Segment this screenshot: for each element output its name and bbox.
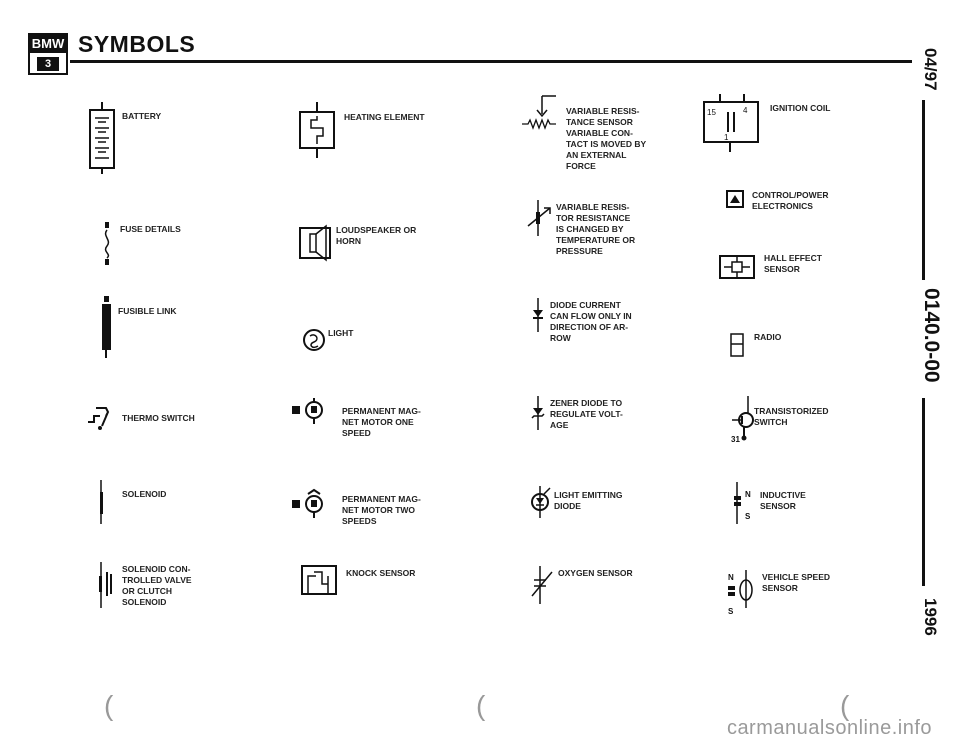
page-title: SYMBOLS	[78, 31, 196, 57]
thermo-switch-label: THERMO SWITCH	[122, 413, 195, 423]
hall-effect-sensor-icon	[718, 252, 758, 280]
vss-line-2: SENSOR	[762, 583, 798, 593]
transistor-line-2: SWITCH	[754, 417, 788, 427]
led-line-1: LIGHT EMITTING	[554, 490, 623, 500]
vss-pole-n: N	[728, 573, 734, 582]
motor-two-speeds-label	[342, 494, 452, 527]
var-res-ext-line-5: AN EXTERNAL	[566, 150, 627, 160]
loudspeaker-icon	[298, 222, 336, 262]
var-res-temp-line-1: VARIABLE RESIS-	[556, 202, 630, 212]
oxygen-sensor-label: OXYGEN SENSOR	[558, 568, 633, 578]
control-power-electronics-label	[752, 190, 862, 212]
loudspeaker-label	[336, 225, 446, 247]
var-res-temp-line-2: TOR RESISTANCE	[556, 213, 631, 223]
knock-sensor-label: KNOCK SENSOR	[346, 568, 416, 578]
led-label	[554, 490, 664, 512]
oxygen-sensor-icon	[530, 566, 556, 606]
side-year: 1996	[921, 598, 940, 636]
variable-resistor-temp-icon	[526, 200, 554, 238]
inductive-pole-n: N	[745, 490, 751, 499]
zener-line-2: REGULATE VOLT-	[550, 409, 623, 419]
motor-two-line-3: SPEEDS	[342, 516, 377, 526]
variable-resistance-sensor-label	[566, 106, 676, 172]
control-power-electronics-icon	[726, 190, 744, 208]
heating-element-label: HEATING ELEMENT	[344, 112, 425, 122]
led-icon	[530, 486, 554, 520]
solenoid-valve-icon	[98, 562, 116, 610]
bmw-3-logo	[28, 33, 68, 75]
diode-line-3: DIRECTION OF AR-	[550, 322, 629, 332]
radio-label: RADIO	[754, 332, 782, 342]
hall-line-2: SENSOR	[764, 264, 800, 274]
transistor-line-1: TRANSISTORIZED	[754, 406, 829, 416]
battery-label: BATTERY	[122, 111, 162, 121]
transistor-switch-label	[754, 406, 864, 428]
heating-element-icon	[298, 100, 338, 160]
vehicle-speed-sensor-label	[762, 572, 872, 594]
coil-terminal-1: 1	[724, 133, 729, 142]
zener-line-1: ZENER DIODE TO	[550, 398, 623, 408]
fuse-icon	[100, 222, 116, 266]
transistor-terminal-31: 31	[731, 435, 740, 444]
logo-bmw-text: BMW	[31, 36, 65, 51]
thermo-switch-icon	[86, 400, 116, 430]
radio-icon	[730, 332, 746, 358]
side-date: 04/97	[921, 48, 940, 91]
scan-mark-1: (	[104, 690, 114, 721]
scan-mark-3: (	[840, 690, 850, 721]
zener-line-3: AGE	[550, 420, 569, 430]
solenoid-label: SOLENOID	[122, 489, 167, 499]
diode-line-4: ROW	[550, 333, 571, 343]
hall-line-1: HALL EFFECT	[764, 253, 822, 263]
diode-label	[550, 300, 660, 344]
motor-one-line-2: NET MOTOR ONE	[342, 417, 414, 427]
var-res-ext-line-2: TANCE SENSOR	[566, 117, 633, 127]
control-power-line-2: ELECTRONICS	[752, 201, 813, 211]
inductive-sensor-label	[760, 490, 870, 512]
side-rule-1	[922, 100, 925, 280]
header-rule	[70, 60, 912, 63]
control-power-line-1: CONTROL/POWER	[752, 190, 829, 200]
var-res-temp-line-5: PRESSURE	[556, 246, 603, 256]
solenoid-icon	[98, 480, 108, 526]
light-label: LIGHT	[328, 328, 354, 338]
vss-line-1: VEHICLE SPEED	[762, 572, 831, 582]
var-res-temp-line-3: IS CHANGED BY	[556, 224, 624, 234]
inductive-sensor-icon	[732, 482, 756, 526]
vss-pole-s: S	[728, 607, 734, 616]
led-line-2: DIODE	[554, 501, 581, 511]
variable-resistor-temp-label	[556, 202, 666, 257]
inductive-pole-s: S	[745, 512, 751, 521]
light-bulb-icon	[302, 328, 326, 352]
motor-two-line-2: NET MOTOR TWO	[342, 505, 416, 515]
solenoid-valve-line-1: SOLENOID CON-	[122, 564, 191, 574]
scan-mark-2: (	[476, 690, 486, 721]
var-res-temp-line-4: TEMPERATURE OR	[556, 235, 636, 245]
motor-one-line-1: PERMANENT MAG-	[342, 406, 421, 416]
motor-two-line-1: PERMANENT MAG-	[342, 494, 421, 504]
fusible-link-icon	[100, 296, 114, 360]
coil-terminal-4: 4	[743, 106, 748, 115]
solenoid-valve-line-4: SOLENOID	[122, 597, 167, 607]
variable-resistance-sensor-icon	[520, 94, 560, 130]
loudspeaker-line-1: LOUDSPEAKER OR	[336, 225, 417, 235]
loudspeaker-line-2: HORN	[336, 236, 362, 246]
side-rule-2	[922, 398, 925, 586]
solenoid-valve-line-2: TROLLED VALVE	[122, 575, 192, 585]
motor-two-speeds-icon	[288, 486, 328, 520]
motor-one-line-3: SPEED	[342, 428, 371, 438]
motor-one-speed-icon	[290, 396, 326, 426]
inductive-line-2: SENSOR	[760, 501, 796, 511]
inductive-line-1: INDUCTIVE	[760, 490, 806, 500]
side-code: 0140.0-00	[920, 288, 943, 383]
var-res-ext-line-1: VARIABLE RESIS-	[566, 106, 640, 116]
var-res-ext-line-4: TACT IS MOVED BY	[566, 139, 647, 149]
zener-diode-label	[550, 398, 660, 431]
vehicle-speed-sensor-icon	[726, 566, 760, 616]
fusible-link-label: FUSIBLE LINK	[118, 306, 177, 316]
logo-series-text: 3	[37, 57, 59, 71]
battery-icon	[86, 100, 118, 176]
hall-effect-sensor-label	[764, 253, 874, 275]
diode-line-2: CAN FLOW ONLY IN	[550, 311, 632, 321]
diode-line-1: DIODE CURRENT	[550, 300, 621, 310]
solenoid-valve-line-3: OR CLUTCH	[122, 586, 173, 596]
watermark[interactable]: carmanualsonline.info	[726, 717, 932, 739]
ignition-coil-icon	[702, 92, 762, 154]
solenoid-valve-label	[122, 564, 232, 608]
var-res-ext-line-6: FORCE	[566, 161, 596, 171]
var-res-ext-line-3: VARIABLE CON-	[566, 128, 633, 138]
coil-terminal-15: 15	[707, 108, 716, 117]
ignition-coil-label: IGNITION COIL	[770, 103, 831, 113]
diode-icon	[530, 298, 546, 334]
zener-diode-icon	[530, 396, 546, 432]
fuse-label: FUSE DETAILS	[120, 224, 181, 234]
knock-sensor-icon	[300, 564, 340, 598]
motor-one-speed-label	[342, 406, 452, 439]
